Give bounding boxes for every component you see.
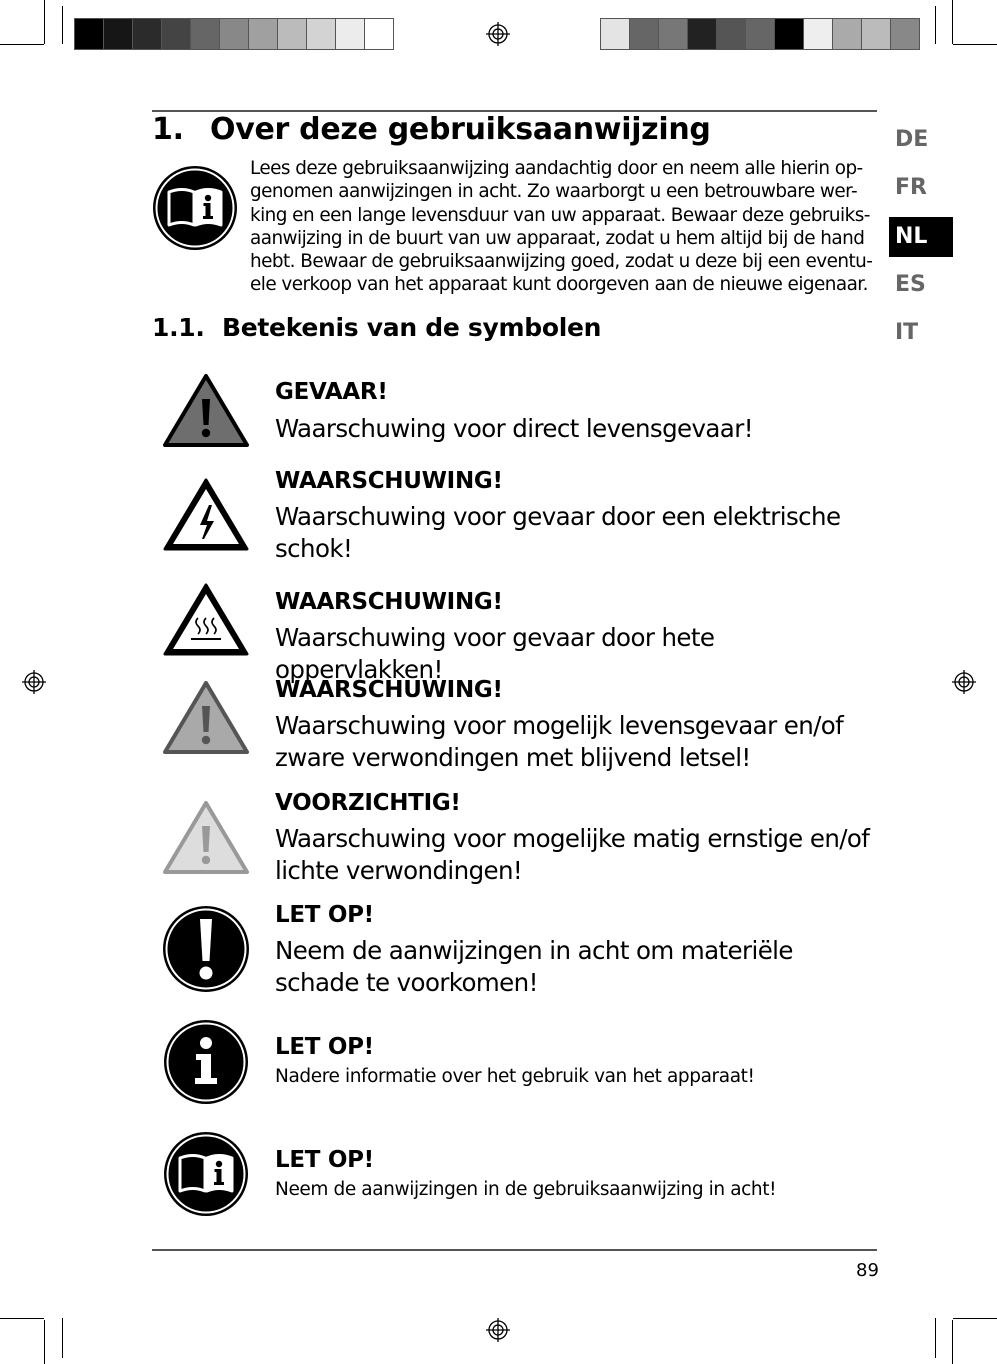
lang-tab-es[interactable]: ES	[895, 272, 926, 297]
symbol-description: Waarschuwing voor mogelijk levensgevaar en/of zware verwondingen met blijvend letsel!	[275, 711, 844, 772]
symbol-heading: LET OP!	[275, 902, 374, 928]
electric-shock-icon	[162, 477, 250, 553]
lang-tab-it[interactable]: IT	[895, 320, 919, 345]
print-color-bar-left	[74, 18, 394, 50]
lang-tab-nl[interactable]: NL	[889, 217, 953, 257]
symbol-heading: WAARSCHUWING!	[275, 468, 503, 494]
section-number: 1.	[152, 112, 184, 147]
symbol-description: Neem de aanwijzingen in acht om materiële schade te voorkomen!	[275, 936, 793, 997]
symbol-description: Waarschuwing voor mogelijke matig ernstige en/of lichte verwondingen!	[275, 824, 870, 885]
intro-line: ele verkoop van het apparaat kunt doorgeven aan de nieuwe eigenaar.	[250, 274, 868, 296]
print-color-bar-right	[600, 18, 920, 50]
subsection-title-text: Betekenis van de symbolen	[222, 313, 602, 342]
intro-line: genomen aanwijzingen in acht. Zo waarborgt u een betrouwbare wer-	[250, 181, 858, 203]
manual-book-icon	[152, 165, 238, 251]
symbol-heading: WAARSCHUWING!	[275, 589, 503, 615]
lang-tab-fr[interactable]: FR	[895, 175, 927, 200]
symbol-description: Waarschuwing voor gevaar door hete oppervlakken!	[275, 623, 715, 684]
symbol-description: Neem de aanwijzingen in de gebruiksaanwijzing in acht!	[275, 1179, 777, 1200]
intro-line: king en een lange levensduur van uw apparaat. Bewaar deze gebruiks-	[250, 204, 870, 226]
symbol-heading: WAARSCHUWING!	[275, 677, 503, 703]
symbol-description: Waarschuwing voor direct levensgevaar!	[275, 414, 753, 443]
bottom-rule	[152, 1249, 877, 1251]
intro-line: hebt. Bewaar de gebruiksaanwijzing goed, zodat u deze bij een eventu-	[250, 251, 873, 273]
registration-mark-icon	[952, 670, 976, 694]
symbol-heading: VOORZICHTIG!	[275, 790, 461, 816]
symbol-description: Nadere informatie over het gebruik van het apparaat!	[275, 1066, 755, 1087]
symbol-heading: LET OP!	[275, 1034, 374, 1060]
manual-book-icon	[163, 1131, 249, 1217]
info-circle-icon	[163, 1019, 249, 1105]
registration-mark-icon	[22, 670, 46, 694]
danger-warning-icon	[162, 373, 250, 449]
subsection-title	[152, 313, 601, 342]
symbol-heading: GEVAAR!	[275, 379, 388, 405]
hot-surface-icon	[162, 582, 250, 658]
intro-line: Lees deze gebruiksaanwijzing aandachtig door en neem alle hierin op-	[250, 158, 863, 179]
symbol-heading: LET OP!	[275, 1147, 374, 1173]
caution-icon	[162, 800, 250, 876]
warning-icon	[162, 680, 250, 756]
intro-paragraph	[250, 157, 873, 297]
section-title	[152, 112, 711, 147]
registration-mark-icon	[486, 22, 510, 46]
lang-tab-de[interactable]: DE	[895, 127, 929, 152]
section-title-text: Over deze gebruiksaanwijzing	[210, 112, 711, 147]
exclamation-circle-icon	[162, 905, 250, 993]
subsection-number: 1.1.	[152, 313, 205, 342]
page-number: 89	[856, 1260, 879, 1281]
intro-line: aanwijzing in de buurt van uw apparaat, zodat u hem altijd bij de hand	[250, 227, 865, 249]
symbol-description: Waarschuwing voor gevaar door een elektrische schok!	[275, 502, 841, 563]
registration-mark-icon	[486, 1318, 510, 1342]
